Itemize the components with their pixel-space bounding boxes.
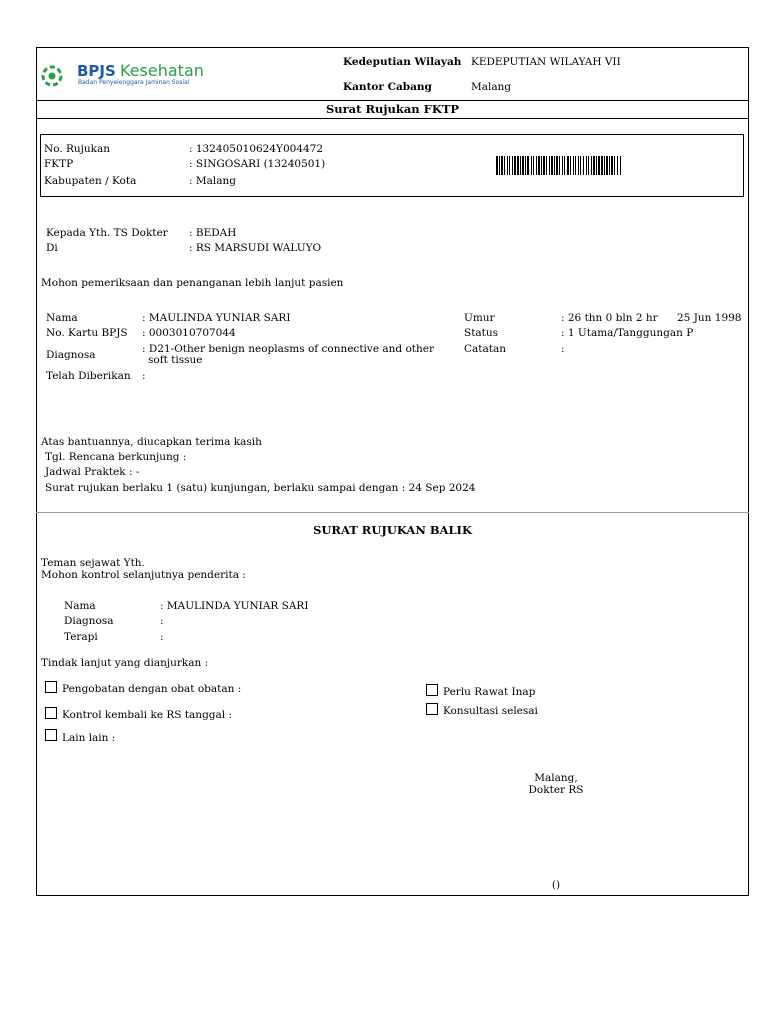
nama-value: : MAULINDA YUNIAR SARI — [142, 312, 291, 324]
diagnosa-label: Diagnosa — [46, 349, 96, 361]
kepada-label: Kepada Yth. TS Dokter — [46, 227, 168, 239]
checkbox-rawat-inap[interactable] — [426, 684, 438, 696]
diagnosa-value-line2: soft tissue — [148, 354, 203, 366]
catatan-value: : — [561, 343, 565, 355]
balik-nama-value: : MAULINDA YUNIAR SARI — [160, 600, 309, 612]
bpjs-logo-icon — [38, 64, 66, 88]
sign-name: () — [551, 879, 561, 891]
kedeputian-label: Kedeputian Wilayah — [343, 56, 462, 68]
header-divider — [36, 100, 749, 101]
dob-value: 25 Jun 1998 — [677, 312, 742, 324]
di-value: : RS MARSUDI WALUYO — [189, 242, 322, 254]
fktp-label: FKTP — [44, 158, 74, 170]
checkbox-obat[interactable] — [45, 681, 57, 693]
jadwal-praktek: Jadwal Praktek : - — [45, 466, 140, 478]
checkbox-konsultasi[interactable] — [426, 703, 438, 715]
document-title: Surat Rujukan FKTP — [325, 102, 460, 116]
balik-terapi-value: : — [160, 631, 164, 643]
di-label: Di — [46, 242, 58, 254]
tindak-lanjut-text: Tindak lanjut yang dianjurkan : — [41, 657, 209, 669]
bpjs-logo — [38, 60, 238, 90]
berlaku-text: Surat rujukan berlaku 1 (satu) kunjungan, berlaku sampai dengan : 24 Sep 2024 — [45, 482, 476, 494]
balik-terapi-label: Terapi — [64, 631, 98, 643]
balik-divider — [36, 512, 749, 513]
balik-diagnosa-value: : — [160, 615, 164, 627]
logo-tagline: Badan Penyelenggara Jaminan Sosial — [78, 79, 190, 86]
sign-role: Dokter RS — [528, 784, 584, 796]
kartu-value: : 0003010707044 — [142, 327, 236, 339]
logo-brand-b: Kesehatan — [120, 61, 204, 80]
diberikan-value: : — [142, 370, 146, 382]
kantor-value: Malang — [471, 81, 512, 93]
balik-nama-label: Nama — [64, 600, 96, 612]
option-kontrol-label: Kontrol kembali ke RS tanggal : — [62, 709, 232, 721]
intro-text: Mohon pemeriksaan dan penanganan lebih lanjut pasien — [41, 277, 344, 289]
checkbox-kontrol[interactable] — [45, 707, 57, 719]
kedeputian-value: KEDEPUTIAN WILAYAH VII — [471, 56, 621, 68]
umur-label: Umur — [464, 312, 495, 324]
logo-brand-a: BPJS — [77, 62, 116, 80]
kabupaten-label: Kabupaten / Kota — [44, 175, 137, 187]
kartu-label: No. Kartu BPJS — [46, 327, 128, 339]
kabupaten-value: : Malang — [189, 175, 236, 187]
option-konsultasi-label: Konsultasi selesai — [443, 705, 538, 717]
mohon-text: Mohon kontrol selanjutnya penderita : — [41, 569, 246, 581]
thanks-text: Atas bantuannya, diucapkan terima kasih — [41, 436, 262, 448]
umur-value: : 26 thn 0 bln 2 hr — [561, 312, 658, 324]
status-value: : 1 Utama/Tanggungan P — [561, 327, 694, 339]
sign-place: Malang, — [534, 772, 578, 784]
kepada-value: : BEDAH — [189, 227, 237, 239]
kantor-label: Kantor Cabang — [343, 81, 432, 93]
balik-diagnosa-label: Diagnosa — [64, 615, 114, 627]
barcode — [496, 156, 736, 175]
option-rawat-label: Perlu Rawat Inap — [443, 686, 536, 698]
no-rujukan-label: No. Rujukan — [44, 143, 111, 155]
status-label: Status — [464, 327, 499, 339]
title-divider — [36, 118, 749, 119]
diagnosa-value-line1: : D21-Other benign neoplasms of connective and other — [142, 343, 434, 355]
teman-text: Teman sejawat Yth. — [41, 557, 145, 569]
balik-title: SURAT RUJUKAN BALIK — [313, 523, 472, 537]
option-lain-label: Lain lain : — [62, 732, 116, 744]
checkbox-lain[interactable] — [45, 729, 57, 741]
barcode-bar — [621, 156, 622, 175]
fktp-value: : SINGOSARI (13240501) — [189, 158, 326, 170]
tgl-rencana: Tgl. Rencana berkunjung : — [45, 451, 187, 463]
option-obat-label: Pengobatan dengan obat obatan : — [62, 683, 242, 695]
catatan-label: Catatan — [464, 343, 507, 355]
no-rujukan-value: : 132405010624Y004472 — [189, 143, 324, 155]
nama-label: Nama — [46, 312, 78, 324]
diberikan-label: Telah Diberikan — [46, 370, 131, 382]
